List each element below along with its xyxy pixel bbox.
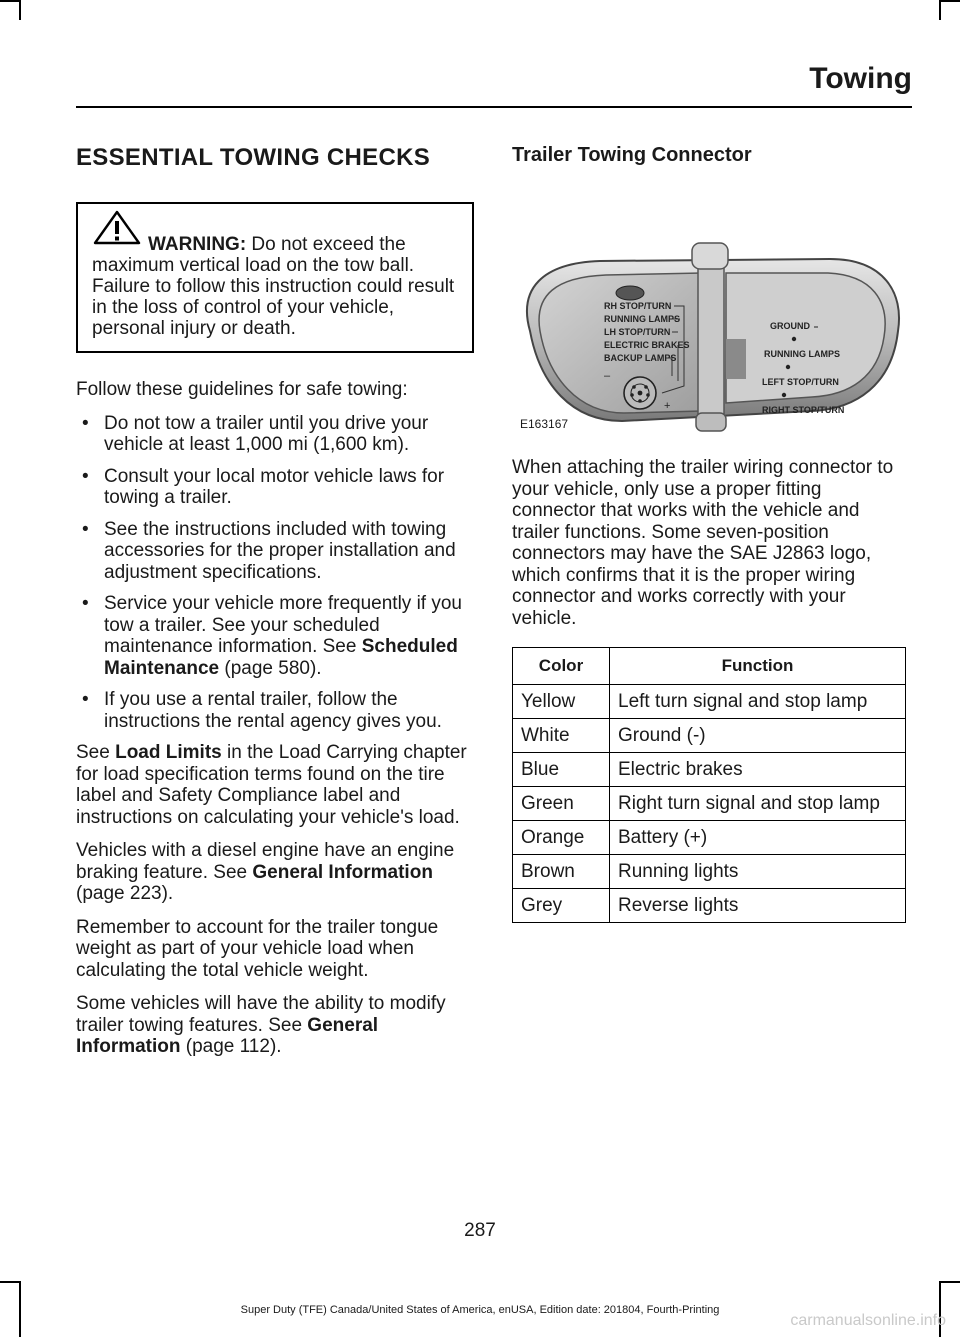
function-cell: Reverse lights (610, 889, 906, 923)
crop-mark (940, 0, 960, 2)
color-cell: Brown (513, 855, 610, 889)
list-item: • Do not tow a trailer until you drive your vehicle at least 1,000 mi (1,600 km). (76, 413, 474, 456)
crop-mark (19, 0, 21, 20)
table-row (513, 855, 906, 889)
watermark: carmanualsonline.info (790, 1312, 946, 1329)
paragraph-text: Some vehicles will have the ability to modify trailer towing features. See (76, 993, 446, 1036)
connector-label: ELECTRIC BRAKES (604, 340, 690, 350)
general-information-link[interactable]: General Information (76, 1014, 379, 1057)
color-cell: Green (513, 787, 610, 821)
paragraph (76, 742, 474, 828)
function-cell: Running lights (610, 855, 906, 889)
connector-label: LEFT STOP/TURN (762, 377, 839, 387)
svg-text:+: + (664, 400, 671, 412)
paragraph-text: Vehicles with a diesel engine have an engine braking feature. See (76, 840, 455, 883)
warning-triangle-icon (92, 210, 142, 246)
crop-mark (940, 1281, 960, 1283)
warning-label: WARNING: (148, 234, 247, 255)
table-row (513, 889, 906, 923)
function-cell: Left turn signal and stop lamp (610, 685, 906, 719)
general-information-link[interactable]: General Information (252, 861, 433, 883)
svg-text:–: – (604, 370, 611, 382)
paragraph (76, 993, 474, 1058)
connector-label: RIGHT STOP/TURN (762, 405, 845, 415)
subsection-heading: Trailer Towing Connector (512, 144, 752, 166)
color-cell: White (513, 719, 610, 753)
list-item: • See the instructions included with towing accessories for the proper installation and adjustment specifications. (76, 519, 474, 584)
list-item: • If you use a rental trailer, follow the instructions the rental agency gives you. (76, 689, 474, 732)
color-cell: Blue (513, 753, 610, 787)
paragraph-text: in the Load Carrying chapter for load specification terms found on the tire label and Safety Compliance label and instructions on calculating your vehicle's load. (76, 742, 467, 828)
page-ref: (page 580). (219, 657, 322, 679)
load-limits-link[interactable]: Load Limits (115, 742, 222, 763)
paragraph: When attaching the trailer wiring connector to your vehicle, only use a proper fitting connector that works with the vehicle and trailer functions. Some seven-position connectors may have the SAE J2863 logo, which confirms that it is the proper wiring connector and works correctly with your vehicle. (512, 457, 894, 629)
guideline-list (76, 413, 474, 733)
color-cell: Grey (513, 889, 610, 923)
right-column (512, 144, 908, 923)
table-row (513, 787, 906, 821)
header-rule (76, 106, 912, 108)
list-item: • Consult your local motor vehicle laws for towing a trailer. (76, 466, 474, 509)
function-cell: Ground (-) (610, 719, 906, 753)
table-row (513, 753, 906, 787)
crop-mark (0, 0, 20, 2)
figure-id: E163167 (520, 417, 569, 431)
color-cell: Yellow (513, 685, 610, 719)
function-cell: Right turn signal and stop lamp (610, 787, 906, 821)
table-header-row (513, 648, 906, 685)
warning-box (76, 202, 474, 353)
table-row (513, 719, 906, 753)
list-item (76, 593, 474, 679)
warning-text: Do not exceed the maximum vertical load on the tow ball. Failure to follow this instruction could result in the loss of control of your vehicle, personal injury or death. (92, 234, 455, 339)
crop-mark (0, 1281, 20, 1283)
page-ref: (page 223). (76, 883, 174, 904)
connector-label: BACKUP LAMPS (604, 353, 677, 363)
column-header: Color (513, 648, 610, 685)
connector-label: GROUND (770, 321, 810, 331)
column-header: Function (610, 648, 906, 685)
edition-footer: Super Duty (TFE) Canada/United States of America, enUSA, Edition date: 201804, Fourth-Printing (240, 1304, 720, 1316)
left-column (76, 144, 474, 1070)
intro-text: Follow these guidelines for safe towing: (76, 379, 408, 400)
wiring-function-table (512, 647, 906, 923)
table-row (513, 685, 906, 719)
connector-label: RH STOP/TURN (604, 301, 672, 311)
page-ref: (page 112). (180, 1036, 282, 1057)
connector-label: RUNNING LAMPS (604, 314, 680, 324)
connector-label: RUNNING LAMPS (764, 349, 840, 359)
table-row (513, 821, 906, 855)
page-number: 287 (464, 1220, 496, 1241)
scheduled-maintenance-link[interactable]: Scheduled Maintenance (104, 636, 458, 679)
color-cell: Orange (513, 821, 610, 855)
paragraph-text: See (76, 742, 116, 763)
crop-mark (939, 0, 941, 20)
list-item-text: Service your vehicle more frequently if you tow a trailer. See your scheduled maintenance information. See (104, 593, 462, 657)
connector-label: LH STOP/TURN (604, 327, 671, 337)
section-heading: ESSENTIAL TOWING CHECKS (76, 144, 431, 171)
paragraph (76, 840, 474, 905)
page-title: Towing (809, 62, 912, 95)
paragraph: Remember to account for the trailer tongue weight as part of your vehicle load when calculating the total vehicle weight. (76, 916, 439, 981)
function-cell: Battery (+) (610, 821, 906, 855)
connector-figure (512, 181, 904, 451)
trailer-connector-illustration (512, 181, 904, 451)
function-cell: Electric brakes (610, 753, 906, 787)
